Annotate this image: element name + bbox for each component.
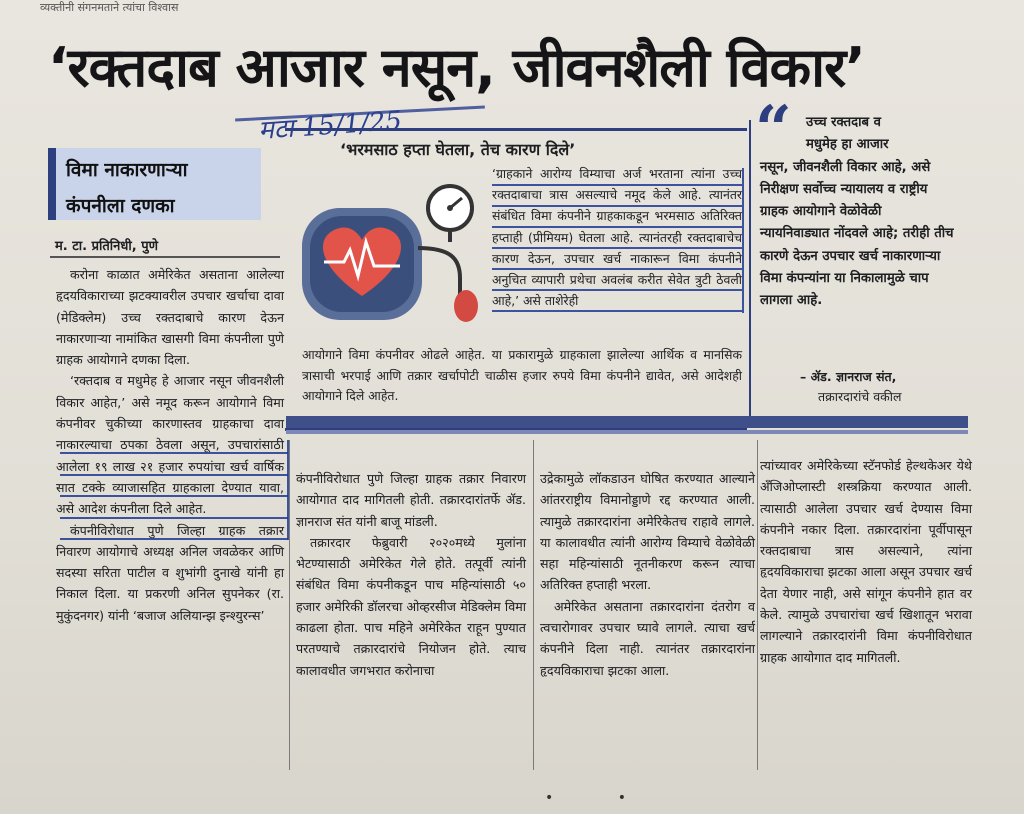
- quote-line: उच्च रक्तदाब व: [806, 115, 882, 130]
- paragraph: उद्रेकामुळे लॉकडाउन घोषित करण्यात आल्याने आंतरराष्ट्रीय विमानोड्डाणे रद्द करण्यात आली. त्यामुळे तक्रारदारांना अमेरिकेतच राहावे लागले. या कालावधीत त्यांनी आरोग्य विम्याचे वेळोवेळी सहा महिन्यांसाठी नूतनीकरण करून त्याचा अतिरिक्त हप्ताही भरला.: [540, 471, 755, 593]
- subheading-box: [48, 148, 261, 220]
- column-rule: [533, 440, 534, 770]
- section-rule: [286, 430, 968, 434]
- pen-mark: [60, 495, 288, 497]
- pen-mark: [492, 205, 742, 207]
- pen-mark: [60, 538, 288, 540]
- byline: म. टा. प्रतिनिधी, पुणे: [55, 239, 158, 254]
- pen-mark: [492, 184, 742, 186]
- pen-mark: [492, 289, 742, 291]
- pull-quote: [760, 112, 955, 313]
- box-title: ‘भरमसाठ हप्ता घेतला, तेच कारण दिले’: [340, 140, 576, 159]
- bp-monitor-icon: [300, 178, 490, 326]
- handwritten-date-note: मटा 15/1/25: [257, 106, 403, 146]
- pen-mark: [492, 310, 742, 312]
- subheading-line-1: विमा नाकारणाऱ्या: [66, 159, 188, 181]
- pen-mark: [60, 517, 288, 519]
- paragraph: कंपनीविरोधात पुणे जिल्हा ग्राहक तक्रार निवारण आयोगाचे अध्यक्ष अनिल जवळेकर आणि सदस्या सरिता पाटील व शुभांगी दुनाखे यांनी हा निकाल दिला. या प्रकरणी अनिल सुपनेकर (रा. मुकुंदनगर) यांनी ‘बजाज अलियान्झ इन्श्युरन्स’: [56, 522, 284, 623]
- quote-line: मधुमेह हा आजार: [806, 137, 889, 153]
- paragraph: कंपनीविरोधात पुणे जिल्हा ग्राहक तक्रार निवारण आयोगात दाद मागितली होती. तक्रारदारांतर्फे ॲड. ज्ञानराज संत यांनी बाजू मांडली.: [296, 471, 526, 529]
- quote-mark: “: [755, 92, 792, 167]
- headline: ‘रक्तदाब आजार नसून, जीवनशैली विकार’: [48, 36, 865, 99]
- paragraph: अमेरिकेत असताना तक्रारदारांना दंतरोग व त्वचारोगावर उपचार घ्यावे लागले. त्याचा खर्च कंपनीने दिला नाही. त्यानंतर तक्रारदारांना हृदयविकाराचा झटका आला.: [540, 598, 755, 678]
- paragraph: तक्रारदार फेब्रुवारी २०२०मध्ये मुलांना भेटण्यासाठी अमेरिकेत गेले होते. तत्पूर्वी त्यांनी संबंधित विमा कंपनीकडून पाच महिन्यांसाठी ५० हजार अमेरिकी डॉलरचा ओव्हरसीज मेडिक्लेम विमा काढला होता. पाच महिने अमेरिकेत राहून पुण्यात परतण्याचे तक्रारदारांचे नियोजन होते. त्याच कालावधीत जगभरात करोनाचा: [296, 534, 526, 678]
- box-rule: [749, 120, 751, 420]
- quote-author: – ॲड. ज्ञानराज संत,: [800, 369, 897, 384]
- paragraph: ‘रक्तदाब व मधुमेह हे आजार नसून जीवनशैली विकार आहेत,’ असे नमूद करून आयोगाने विमा कंपनीवर चुकीच्या कारणास्तव ग्राहकाचा दावा नाकारल्याचा ठपका ठेवला असून, उपचारांसाठी आलेला १९ लाख २१ हजार रुपयांचा खर्च वार्षिक सात टक्के व्याजासहित ग्राहकाला देण्यात यावा, असे आदेश कंपनीला दिले आहेत.: [56, 373, 284, 517]
- article-column-4: [760, 455, 972, 668]
- section-band: [286, 416, 968, 428]
- pen-mark: [492, 226, 742, 228]
- box-text: ‘ग्राहकाने आरोग्य विम्याचा अर्ज भरताना त्यांना उच्च रक्तदाबाचा त्रास असल्याचे नमूद केले आहे. त्यानंतर संबंधित विमा कंपनीने ग्राहकाकडून भरमसाठ अतिरिक्त हप्ताही (प्रीमियम) घेतला आहे. त्यानंतरही रक्तदाबाचेच कारण देऊन, उपचार खर्च नाकारून विमा कंपनीने अनुचित व्यापारी प्रथेचा अवलंब करीत सेवेत त्रुटी ठेवली आहे,’ असे ताशेरेही: [492, 166, 742, 309]
- previous-article-fragment: व्यक्तीनी संगनमताने त्यांचा विश्वास: [40, 1, 179, 14]
- blood-pressure-illustration: [300, 178, 490, 326]
- column-rule: [757, 440, 758, 770]
- paragraph: त्यांच्यावर अमेरिकेच्या स्टॅनफोर्ड हेल्थकेअर येथे अँजिओप्लास्टी शस्त्रक्रिया करण्यात आली. त्यासाठी आलेला उपचार खर्च देण्यास विमा कंपनीने नकार दिला. तक्रारदारांना पूर्वीपासून रक्तदाबाचा त्रास असल्याने, त्यांना हृदयविकाराचा झटका आला असून उपचार खर्च देता येणार नाही, असे सांगून कंपनीने हात वर केले. त्यामुळे उपचारांचा खर्च खिशातून भरावा लागल्याने तक्रारदारांनी विमा कंपनीविरोधात ग्राहक आयोगात दाद मागितली.: [760, 458, 972, 665]
- pen-mark: [60, 452, 288, 454]
- paragraph: करोना काळात अमेरिकेत असताना आलेल्या हृदयविकाराच्या झटक्यावरील उपचार खर्चाचा दावा (मेडिक्लेम) उच्च रक्तदाबाचे कारण देऊन नाकारणाऱ्या नामांकित खासगी विमा कंपनीला पुणे ग्राहक आयोगाने दणका दिला.: [56, 267, 284, 368]
- column-rule: [289, 440, 290, 770]
- subheading-line-2: कंपनीला दणका: [66, 195, 175, 217]
- pen-mark: [60, 474, 288, 476]
- article-column-2: [296, 468, 526, 681]
- pen-mark: [742, 168, 744, 313]
- pen-mark: [492, 247, 742, 249]
- quote-body: नसून, जीवनशैली विकार आहे, असे निरीक्षण सर्वोच्च न्यायालय व राष्ट्रीय ग्राहक आयोगाने वेळोवेळी न्यायनिवाड्यात नोंदवले आहे; तरीही तीच कारणे देऊन उपचार खर्च नाकारणाऱ्या विमा कंपन्यांना या निकालामुळे चाप लागला आहे.: [760, 159, 954, 309]
- box-text-continued: आयोगाने विमा कंपनीवर ओढले आहेत. या प्रकारामुळे ग्राहकाला झालेल्या आर्थिक व मानसिक त्रासाची भरपाई आणि तक्रार खर्चापोटी चाळीस हजार रुपये विमा कंपनीने द्यावेत, असे आदेशही आयोगाने दिले आहेत.: [302, 347, 742, 403]
- article-column-3: [540, 468, 755, 681]
- byline-divider: [50, 256, 280, 258]
- quote-author-role: तक्रारदारांचे वकील: [818, 389, 902, 404]
- article-column-1: [56, 264, 284, 626]
- decorative-dots: • •: [545, 790, 656, 806]
- pen-mark: [492, 268, 742, 270]
